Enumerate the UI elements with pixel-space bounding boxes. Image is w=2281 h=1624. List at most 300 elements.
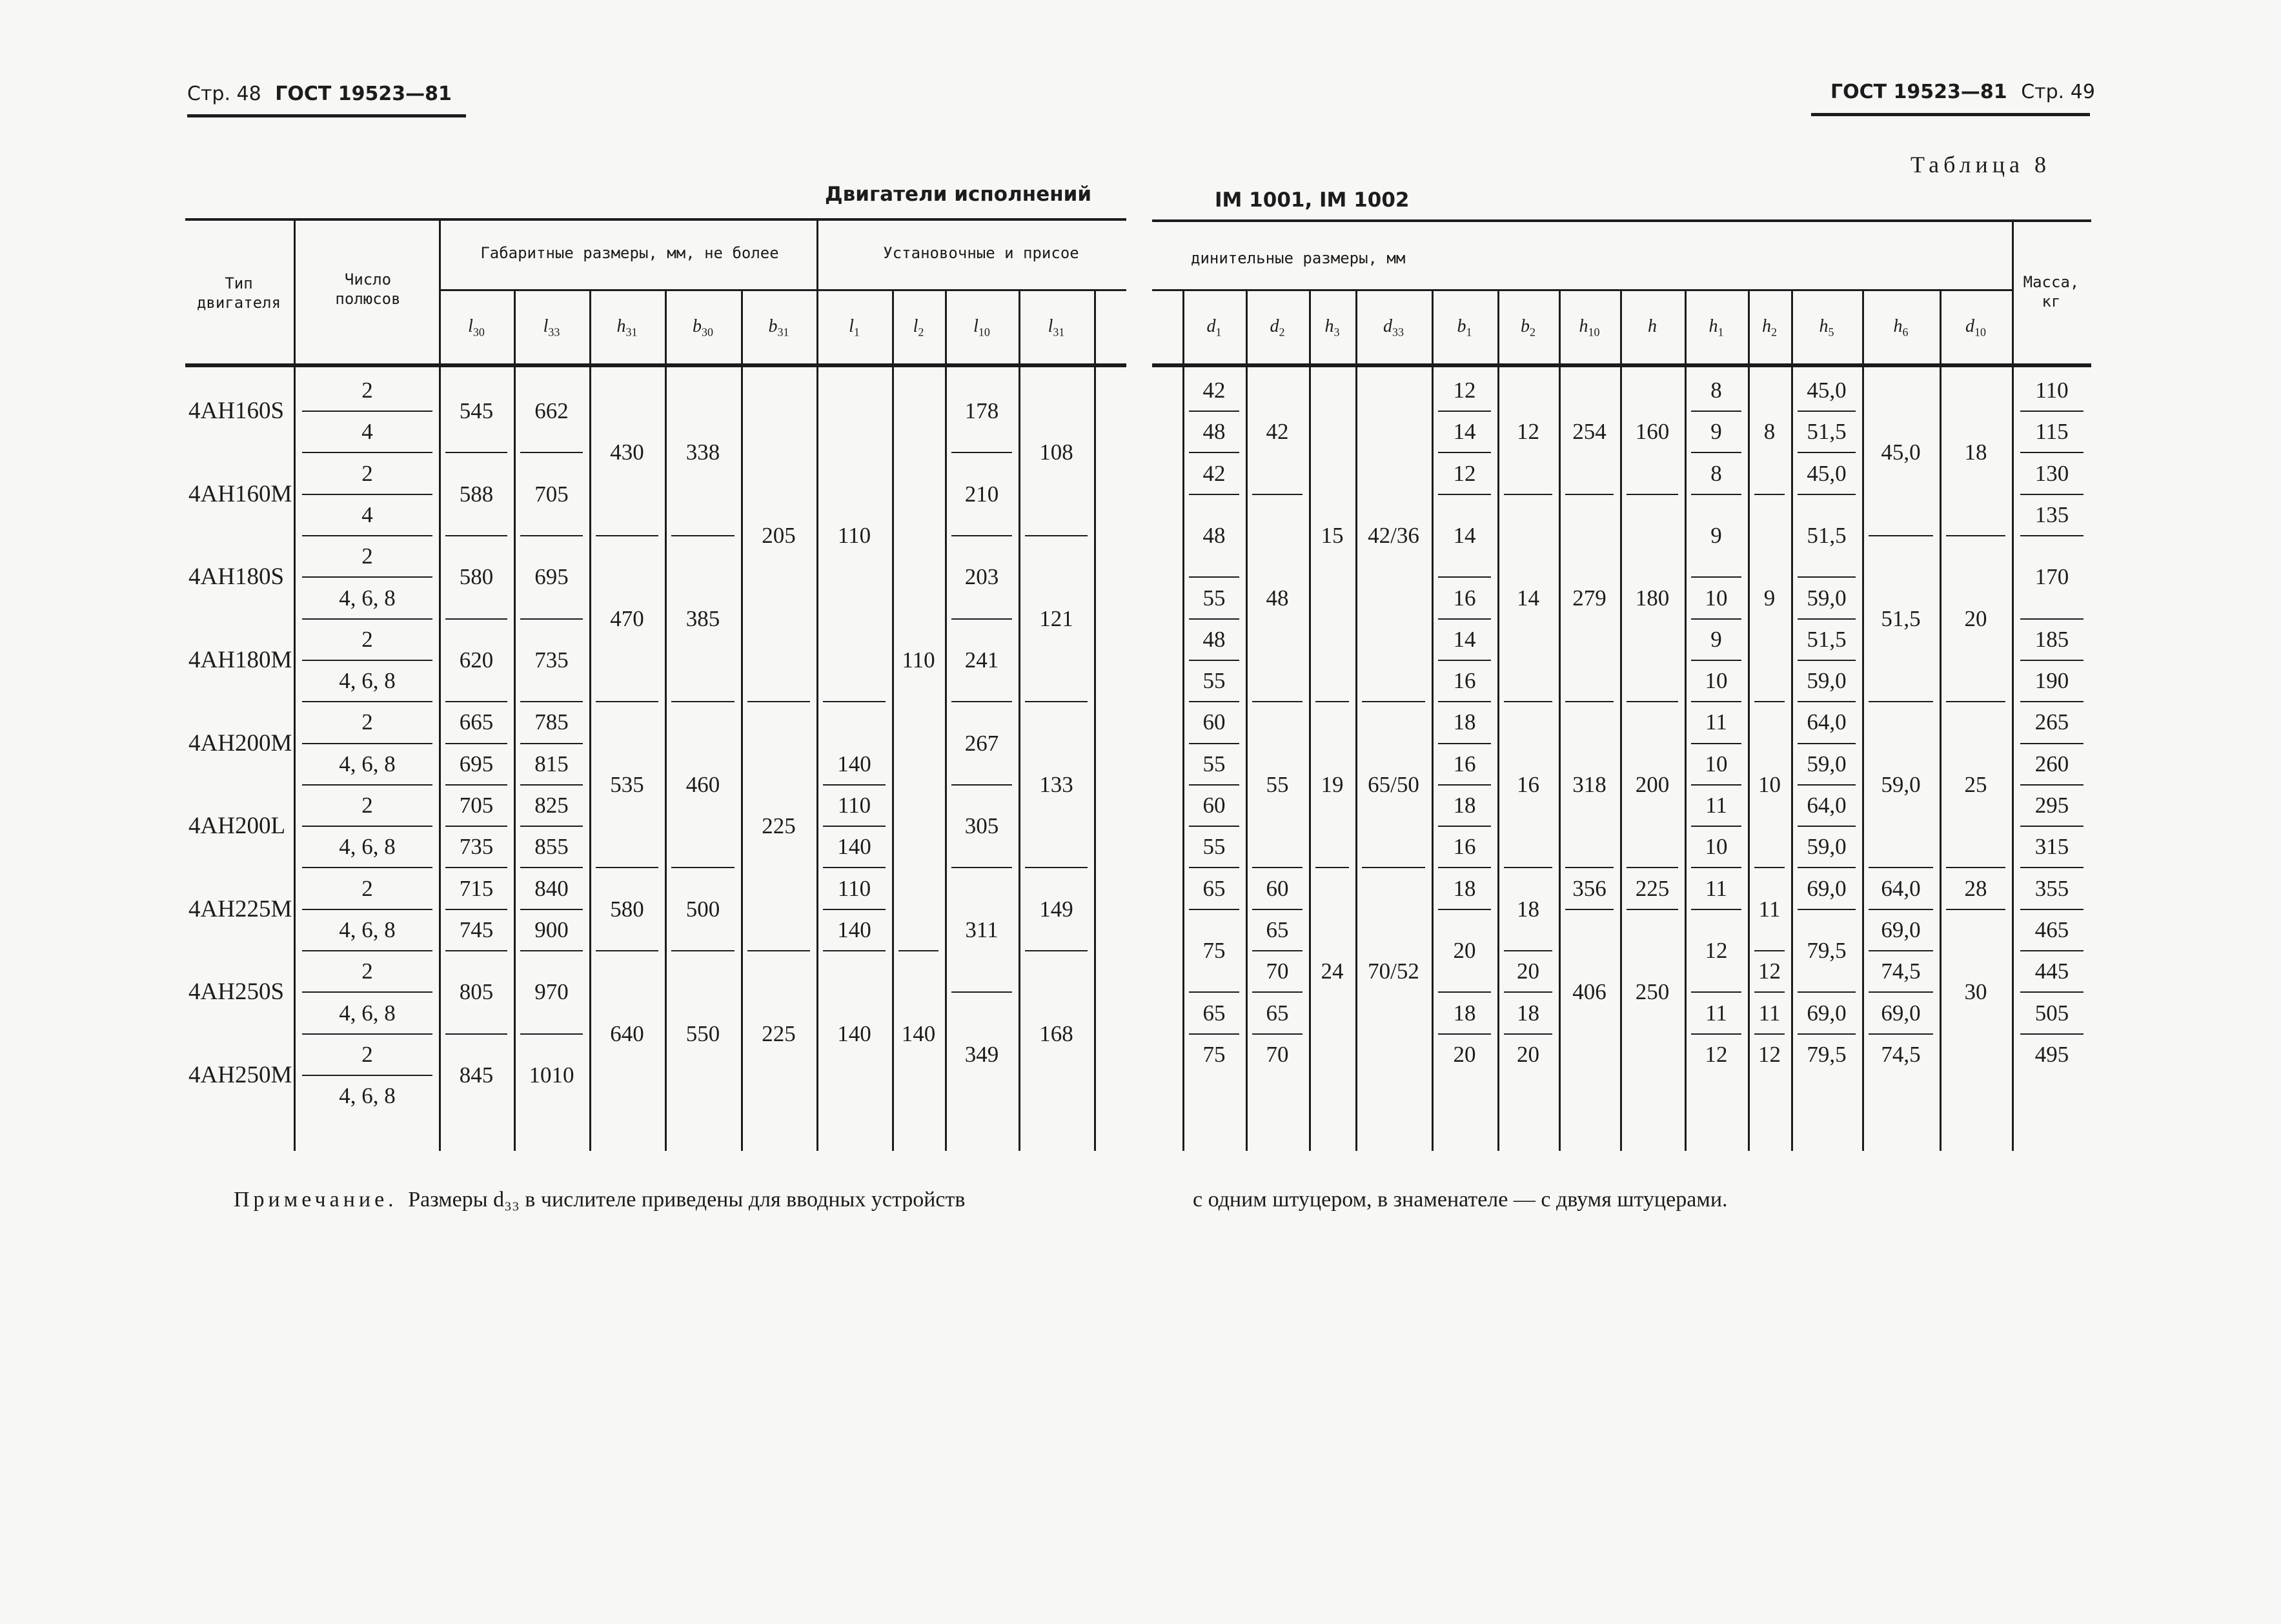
table-cell-d-10: 30	[1964, 979, 1987, 1005]
table-cell-b-1: 14	[1453, 626, 1476, 652]
note-text-left: Размеры d₃₃ в числителе приведены для вводных устройств	[408, 1188, 966, 1212]
table-cell-d-1: 65	[1202, 1000, 1226, 1026]
column-rule	[1432, 289, 1434, 1151]
cell-separator	[1025, 867, 1088, 868]
cell-separator	[1946, 909, 2005, 910]
motor-type-label: 4АН180М	[188, 646, 292, 673]
table-cell-mass: 505	[2034, 1000, 2069, 1026]
cell-separator	[1798, 411, 1856, 412]
cell-separator	[1798, 909, 1856, 910]
cell-separator	[1869, 909, 1933, 910]
table-cell-poles: 4, 6, 8	[339, 585, 396, 611]
cell-separator	[520, 909, 583, 910]
cell-separator	[1189, 909, 1239, 910]
cell-separator	[520, 1033, 583, 1035]
cell-separator	[1189, 784, 1239, 786]
column-symbol: $h_5$	[1819, 316, 1834, 339]
cell-separator	[823, 867, 886, 868]
table-cell-h: 225	[1635, 875, 1670, 901]
cell-separator	[1798, 576, 1856, 578]
table-cell-l-30: 620	[459, 647, 494, 673]
table-cell-h-5: 51,5	[1807, 523, 1847, 549]
column-rule	[439, 218, 441, 1151]
column-symbol: $h_1$	[1708, 316, 1724, 339]
table-cell-d-1: 48	[1202, 419, 1226, 445]
cell-separator	[1025, 535, 1088, 536]
cell-separator	[1946, 701, 2005, 702]
cell-separator	[1691, 743, 1741, 744]
table-cell-l-30: 705	[459, 793, 494, 818]
cell-separator	[445, 867, 507, 868]
column-symbol: $l_2$	[913, 316, 924, 339]
column-symbol: $l_{31}$	[1048, 316, 1065, 339]
cell-separator	[1189, 867, 1239, 868]
table-cell-h-1: 12	[1705, 938, 1728, 964]
table-cell-l-33: 840	[534, 875, 569, 901]
motor-type-label: 4АН225М	[188, 895, 292, 922]
cell-separator	[302, 576, 432, 578]
cell-separator	[1798, 991, 1856, 993]
table-cell-l-31: 121	[1039, 605, 1073, 631]
column-symbol: $b_2$	[1521, 316, 1536, 339]
table-cell-d-2: 70	[1266, 1041, 1289, 1067]
motor-type-label: 4АН180S	[188, 563, 285, 591]
table-cell-b-1: 12	[1453, 378, 1476, 403]
cell-separator	[596, 535, 658, 536]
table-cell-poles: 4, 6, 8	[339, 668, 396, 694]
table-cell-l-31: 133	[1039, 771, 1073, 797]
header-mass: Масса, кг	[2023, 273, 2080, 310]
cell-separator	[2020, 452, 2083, 453]
cell-separator	[1946, 867, 2005, 868]
table-cell-l-33: 855	[534, 834, 569, 860]
column-symbol: $h_{10}$	[1579, 316, 1600, 339]
header-poles: Число полюсов	[335, 270, 401, 308]
table-cell-mass: 315	[2034, 834, 2069, 860]
table-cell-l-1: 110	[837, 793, 871, 818]
cell-separator	[1869, 867, 1933, 868]
table-cell-h-3: 19	[1321, 771, 1344, 797]
cell-separator	[2020, 618, 2083, 620]
column-rule	[1559, 289, 1561, 1151]
cell-separator	[1691, 701, 1741, 702]
table-cell-h-6: 69,0	[1881, 1000, 1921, 1026]
column-symbol: $l_{10}$	[973, 316, 990, 339]
column-symbol: $h_3$	[1324, 316, 1340, 339]
table-cell-l-10: 241	[964, 647, 999, 673]
table-cell-h-5: 51,5	[1807, 419, 1847, 445]
column-symbol: $b_{31}$	[768, 316, 789, 339]
table-cell-h-6: 51,5	[1881, 605, 1921, 631]
column-symbol: $l_{33}$	[543, 316, 560, 339]
table-cell-poles: 4, 6, 8	[339, 1000, 396, 1026]
table-cell-h-1: 10	[1705, 585, 1728, 611]
cell-separator	[1798, 660, 1856, 661]
table-cell-l-1: 110	[837, 523, 871, 549]
table-cell-h-5: 51,5	[1807, 626, 1847, 652]
table-cell-h-5: 69,0	[1807, 875, 1847, 901]
table-cell-poles: 2	[361, 378, 373, 403]
table-cell-l-2: 140	[901, 1020, 936, 1046]
table-cell-poles: 4, 6, 8	[339, 1083, 396, 1109]
cell-separator	[1438, 618, 1491, 620]
cell-separator	[1946, 535, 2005, 536]
cell-separator	[1798, 701, 1856, 702]
cell-separator	[445, 950, 507, 951]
table-cell-d-2: 65	[1266, 917, 1289, 942]
table-cell-h-5: 79,5	[1807, 1041, 1847, 1067]
cell-separator	[1691, 452, 1741, 453]
table-cell-poles: 4	[361, 502, 373, 527]
cell-separator	[1438, 867, 1491, 868]
cell-separator	[1438, 576, 1491, 578]
cell-separator	[1438, 452, 1491, 453]
right-header-rule	[1811, 113, 2090, 116]
table-cell-h-2: 8	[1763, 419, 1776, 445]
column-rule	[945, 289, 947, 1151]
cell-separator	[2020, 1033, 2083, 1035]
table-cell-d-2: 65	[1266, 1000, 1289, 1026]
cell-separator	[1504, 494, 1552, 495]
table-cell-d-1: 65	[1202, 875, 1226, 901]
cell-separator	[1754, 1033, 1785, 1035]
cell-separator	[1362, 701, 1425, 702]
cell-separator	[2020, 494, 2083, 495]
left-header-rule	[187, 114, 466, 117]
cell-separator	[1438, 909, 1491, 910]
left-standard-code: ГОСТ 19523—81	[275, 83, 452, 105]
column-rule	[1309, 289, 1311, 1151]
table-label: Таблица 8	[1911, 152, 2051, 178]
column-symbol: $l_{30}$	[468, 316, 485, 339]
table-cell-poles: 2	[361, 626, 373, 652]
table-cell-d-33: 42/36	[1368, 523, 1419, 549]
cell-separator	[1438, 1033, 1491, 1035]
cell-separator	[1315, 701, 1349, 702]
table-cell-d-2: 60	[1266, 875, 1289, 901]
note-left	[234, 1188, 965, 1212]
table-cell-l-33: 695	[534, 564, 569, 590]
cell-separator	[302, 826, 432, 827]
table-cell-mass: 170	[2034, 564, 2069, 590]
table-cell-poles: 4	[361, 419, 373, 445]
cell-separator	[2020, 950, 2083, 951]
table-cell-b-1: 16	[1453, 668, 1476, 694]
table-cell-b-30: 550	[685, 1020, 720, 1046]
cell-separator	[1754, 494, 1785, 495]
cell-separator	[1504, 991, 1552, 993]
motor-type-label: 4АН160М	[188, 480, 292, 507]
right-page-header	[1830, 81, 2095, 103]
cell-separator	[302, 1033, 432, 1035]
table-cell-l-30: 745	[459, 917, 494, 942]
cell-separator	[1504, 950, 1552, 951]
table-cell-b-2: 18	[1517, 896, 1539, 922]
table-cell-b-1: 18	[1453, 709, 1476, 735]
cell-separator	[1691, 660, 1741, 661]
table-cell-l-33: 1010	[529, 1062, 574, 1088]
table-cell-h-1: 9	[1710, 419, 1722, 445]
cell-separator	[2020, 826, 2083, 827]
table-cell-mass: 115	[2035, 419, 2069, 445]
table-cell-h-2: 9	[1763, 585, 1776, 611]
table-cell-h-3: 15	[1321, 523, 1344, 549]
table-top-rule	[1152, 219, 2091, 222]
cell-separator	[1627, 867, 1678, 868]
right-standard-code: ГОСТ 19523—81	[1830, 81, 2007, 103]
left-page-number: Стр. 48	[187, 83, 261, 105]
table-cell-b-30: 460	[685, 771, 720, 797]
table-cell-l-30: 695	[459, 751, 494, 776]
cell-separator	[671, 867, 735, 868]
table-cell-h-6: 74,5	[1881, 1041, 1921, 1067]
table-cell-mass: 445	[2034, 959, 2069, 984]
cell-separator	[1438, 826, 1491, 827]
table-cell-b-31: 205	[762, 523, 796, 549]
cell-separator	[1798, 867, 1856, 868]
table-cell-h: 180	[1635, 585, 1670, 611]
column-rule	[1246, 289, 1248, 1151]
table-cell-b-2: 14	[1517, 585, 1539, 611]
table-cell-d-2: 55	[1266, 771, 1289, 797]
table-cell-l-1: 140	[837, 1020, 871, 1046]
table-cell-h-6: 64,0	[1881, 875, 1921, 901]
cell-separator	[1438, 743, 1491, 744]
table-cell-d-1: 75	[1202, 1041, 1226, 1067]
column-rule	[1791, 289, 1793, 1151]
table-cell-l-30: 845	[459, 1062, 494, 1088]
cell-separator	[520, 452, 583, 453]
table-cell-b-2: 20	[1517, 959, 1539, 984]
table-cell-l-33: 735	[534, 647, 569, 673]
table-cell-h-5: 79,5	[1807, 938, 1847, 964]
table-cell-d-2: 70	[1266, 959, 1289, 984]
cell-separator	[823, 909, 886, 910]
column-rule	[1620, 289, 1622, 1151]
cell-separator	[1565, 867, 1614, 868]
cell-separator	[520, 743, 583, 744]
table-cell-h-1: 10	[1705, 834, 1728, 860]
cell-separator	[1252, 950, 1303, 951]
column-rule	[1862, 289, 1864, 1151]
cell-separator	[1438, 494, 1491, 495]
cell-separator	[1252, 701, 1303, 702]
note-label: Примечание.	[234, 1188, 398, 1212]
table-cell-d-10: 28	[1964, 875, 1987, 901]
table-cell-b-1: 16	[1453, 585, 1476, 611]
cell-separator	[2020, 784, 2083, 786]
column-rule	[1940, 289, 1941, 1151]
table-cell-poles: 4, 6, 8	[339, 834, 396, 860]
table-cell-b-1: 18	[1453, 793, 1476, 818]
cell-separator	[671, 950, 735, 951]
table-cell-h-1: 10	[1705, 668, 1728, 694]
header-installation-a: Установочные и присое	[883, 244, 1079, 262]
table-cell-h-1: 11	[1705, 875, 1727, 901]
cell-separator	[520, 826, 583, 827]
cell-separator	[445, 909, 507, 910]
cell-separator	[1691, 618, 1741, 620]
cell-separator	[1438, 991, 1491, 993]
cell-separator	[951, 784, 1012, 786]
cell-separator	[302, 660, 432, 661]
column-rule	[1019, 289, 1020, 1151]
cell-separator	[302, 991, 432, 993]
table-cell-h-31: 580	[610, 896, 644, 922]
cell-separator	[1627, 701, 1678, 702]
table-cell-h-1: 8	[1710, 460, 1722, 486]
cell-separator	[2020, 991, 2083, 993]
cell-separator	[2020, 701, 2083, 702]
cell-separator	[1798, 743, 1856, 744]
table-cell-l-10: 210	[964, 481, 999, 507]
cell-separator	[1691, 991, 1741, 993]
cell-separator	[302, 494, 432, 495]
table-cell-poles: 4, 6, 8	[339, 751, 396, 776]
column-symbol: $d_{33}$	[1383, 316, 1404, 339]
column-rule	[294, 218, 296, 1151]
table-cell-h-31: 470	[610, 605, 644, 631]
cell-separator	[302, 452, 432, 453]
table-header-bottom-rule	[185, 363, 1126, 367]
cell-separator	[1504, 1033, 1552, 1035]
cell-separator	[445, 701, 507, 702]
table-cell-poles: 2	[361, 793, 373, 818]
cell-separator	[302, 909, 432, 910]
table-cell-h-5: 69,0	[1807, 1000, 1847, 1026]
table-cell-l-10: 305	[964, 813, 999, 839]
table-cell-b-2: 20	[1517, 1041, 1539, 1067]
cell-separator	[1252, 494, 1303, 495]
header-motor-type: Тип двигателя	[196, 274, 281, 312]
table-cell-h: 160	[1635, 419, 1670, 445]
table-cell-l-10: 203	[964, 564, 999, 590]
column-rule	[1748, 289, 1750, 1151]
table-cell-d-1: 55	[1202, 668, 1226, 694]
column-rule	[892, 289, 894, 1151]
table-cell-l-2: 110	[902, 647, 935, 673]
table-cell-d-1: 55	[1202, 834, 1226, 860]
table-cell-l-33: 825	[534, 793, 569, 818]
table-cell-l-33: 815	[534, 751, 569, 776]
table-cell-d-1: 48	[1202, 626, 1226, 652]
cell-separator	[1691, 909, 1741, 910]
cell-separator	[951, 535, 1012, 536]
column-rule	[1182, 289, 1184, 1151]
table-cell-h-3: 24	[1321, 959, 1344, 984]
cell-separator	[1798, 618, 1856, 620]
cell-separator	[2020, 867, 2083, 868]
table-cell-h-2: 12	[1758, 959, 1781, 984]
table-cell-l-30: 580	[459, 564, 494, 590]
table-cell-l-10: 178	[964, 398, 999, 424]
table-cell-mass: 110	[2035, 378, 2069, 403]
cell-separator	[1869, 991, 1933, 993]
motor-type-label: 4АН250S	[188, 979, 285, 1006]
table-cell-b-30: 338	[685, 440, 720, 465]
cell-separator	[1252, 909, 1303, 910]
cell-separator	[1798, 1033, 1856, 1035]
table-cell-h-10: 279	[1572, 585, 1607, 611]
table-cell-poles: 2	[361, 959, 373, 984]
cell-separator	[1362, 867, 1425, 868]
table-cell-h-2: 11	[1758, 1000, 1781, 1026]
table-cell-h-1: 9	[1710, 523, 1722, 549]
table-cell-h-5: 59,0	[1807, 668, 1847, 694]
cell-separator	[1798, 494, 1856, 495]
cell-separator	[1798, 452, 1856, 453]
table-cell-d-2: 42	[1266, 419, 1289, 445]
table-cell-d-10: 18	[1964, 440, 1987, 465]
table-cell-h-1: 12	[1705, 1041, 1728, 1067]
cell-separator	[1565, 909, 1614, 910]
cell-separator	[1189, 826, 1239, 827]
table-cell-b-30: 385	[685, 605, 720, 631]
table-cell-mass: 185	[2034, 626, 2069, 652]
cell-separator	[1189, 701, 1239, 702]
table-cell-l-31: 149	[1039, 896, 1073, 922]
group-rule	[1152, 289, 2012, 291]
header-overall-dimensions: Габаритные размеры, мм, не более	[480, 244, 779, 262]
cell-separator	[445, 618, 507, 620]
cell-separator	[1189, 494, 1239, 495]
cell-separator	[951, 701, 1012, 702]
table-cell-h-5: 59,0	[1807, 834, 1847, 860]
cell-separator	[2020, 411, 2083, 412]
table-cell-h-1: 11	[1705, 1000, 1727, 1026]
cell-separator	[1565, 494, 1614, 495]
table-cell-b-1: 16	[1453, 751, 1476, 776]
cell-separator	[1565, 701, 1614, 702]
table-cell-h-2: 12	[1758, 1041, 1781, 1067]
table-cell-h: 250	[1635, 979, 1670, 1005]
cell-separator	[1025, 950, 1088, 951]
cell-separator	[1504, 867, 1552, 868]
cell-separator	[1869, 535, 1933, 536]
table-cell-h-1: 9	[1710, 626, 1722, 652]
table-cell-mass: 465	[2034, 917, 2069, 942]
note-text-right: с одним штуцером, в знаменателе — с двумя штуцерами.	[1193, 1188, 1728, 1212]
column-symbol: $h_{31}$	[616, 316, 638, 339]
cell-separator	[302, 1075, 432, 1076]
table-cell-h-1: 8	[1710, 378, 1722, 403]
table-cell-b-1: 18	[1453, 1000, 1476, 1026]
table-cell-d-1: 60	[1202, 709, 1226, 735]
table-cell-d-1: 48	[1202, 523, 1226, 549]
table-cell-b-1: 16	[1453, 834, 1476, 860]
cell-separator	[1691, 867, 1741, 868]
cell-separator	[951, 991, 1012, 993]
table-cell-h-5: 59,0	[1807, 751, 1847, 776]
table-cell-b-2: 12	[1517, 419, 1539, 445]
cell-separator	[302, 701, 432, 702]
cell-separator	[520, 535, 583, 536]
table-cell-b-1: 12	[1453, 460, 1476, 486]
column-rule	[665, 289, 667, 1151]
cell-separator	[445, 1033, 507, 1035]
table-cell-b-30: 500	[685, 896, 720, 922]
table-cell-l-33: 900	[534, 917, 569, 942]
table-cell-poles: 2	[361, 709, 373, 735]
table-cell-d-33: 70/52	[1368, 959, 1419, 984]
table-cell-mass: 265	[2034, 709, 2069, 735]
column-rule	[1094, 289, 1096, 1151]
cell-separator	[302, 535, 432, 536]
table-top-rule	[185, 218, 1126, 221]
table-cell-d-10: 25	[1964, 771, 1987, 797]
table-cell-l-30: 735	[459, 834, 494, 860]
table-cell-h-1: 11	[1705, 709, 1727, 735]
